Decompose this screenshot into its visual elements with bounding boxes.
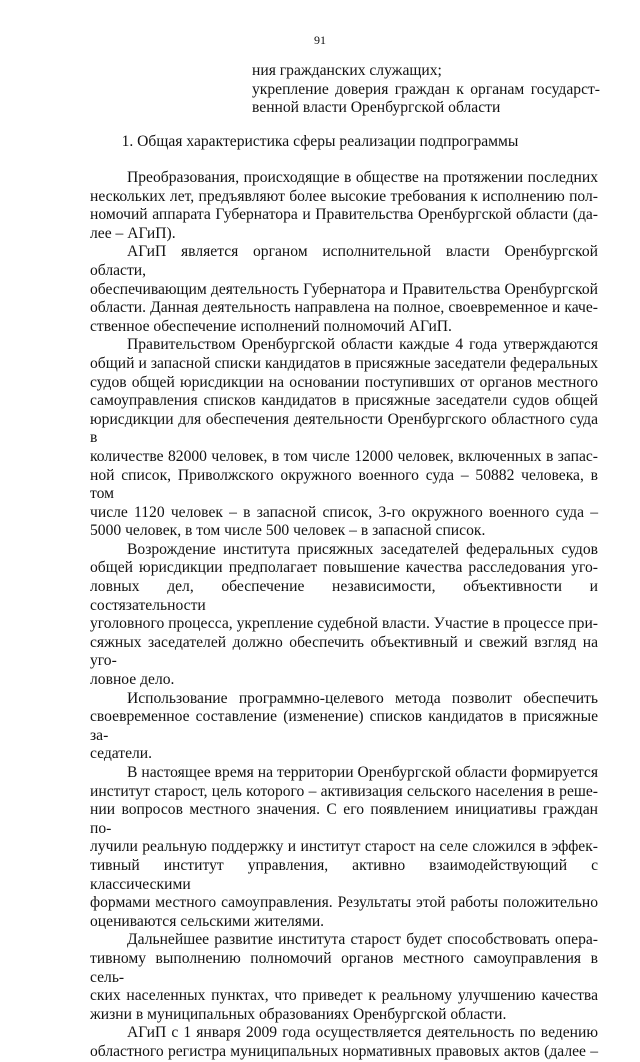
text-line: уголовного процесса, укрепление судебной власти. Участие в процессе при- <box>90 615 598 633</box>
text-line: жизни в муниципальных образованиях Оренбургской области. <box>90 1005 507 1023</box>
intro-continuation <box>252 62 600 118</box>
text-line: ловных дел, обеспечение независимости, объективности и состязательности <box>90 578 598 614</box>
text-line: В настоящее время на территории Оренбургской области формируется <box>127 764 598 781</box>
text-line: седатели. <box>90 745 153 763</box>
text-line: общий и запасной списки кандидатов в присяжные заседатели федеральных <box>90 354 598 372</box>
text-line: лучили реальную поддержку и институт старост на селе сложился в эффек- <box>90 838 598 856</box>
paragraph <box>90 690 598 764</box>
text-line: ских населенных пунктах, что приведет к реальному улучшению качества <box>90 987 598 1005</box>
text-line: сяжных заседателей должно обеспечить объективный и свежий взгляд на уго- <box>90 633 598 670</box>
text-line: ловное дело. <box>90 671 175 689</box>
text-line: области. Данная деятельность направлена на полное, своевременное и каче- <box>90 299 598 317</box>
paragraph <box>90 243 598 336</box>
text-line: обеспечивающим деятельность Губернатора и Правительства Оренбургской <box>90 280 598 298</box>
text-line: АГиП с 1 января 2009 года осуществляется деятельность по ведению <box>127 1024 598 1042</box>
text-line: 5000 человек, в том числе 500 человек – в запасной список. <box>90 522 486 540</box>
paragraph <box>90 764 598 931</box>
paragraph <box>90 931 598 1024</box>
text-line: тивному выполнению полномочий органов местного самоуправления в сель- <box>90 949 598 986</box>
paragraph <box>90 169 598 243</box>
paragraph <box>90 336 598 541</box>
page-number: 91 <box>314 33 326 47</box>
text-line: количестве 82000 человек, в том числе 12000 человек, включенных в запас- <box>90 447 598 465</box>
text-line: Возрождение института присяжных заседателей федеральных судов <box>127 540 598 558</box>
section-heading: 1. Общая характеристика сферы реализации подпрограммы <box>121 133 519 150</box>
paragraph <box>90 541 598 690</box>
text-line: числе 1120 человек – в запасной список, 3-го окружного военного суда – <box>90 503 598 521</box>
text-line: Правительством Оренбургской области каждые 4 года утверждаются <box>127 336 598 354</box>
intro-line: ния гражданских служащих; <box>252 62 442 79</box>
text-line: АГиП является органом исполнительной власти Оренбургской области, <box>90 243 598 279</box>
text-line: Дальнейшее развитие института старост будет способствовать опера- <box>127 931 598 949</box>
text-line: ной список, Приволжского окружного военного суда – 50882 человека, в том <box>90 466 598 503</box>
text-line: судов общей юрисдикции на основании поступивших от органов местного <box>90 373 598 391</box>
text-line: нескольких лет, предъявляют более высокие требования к исполнению пол- <box>90 187 598 205</box>
text-line: ственное обеспечение исполнений полномочий АГиП. <box>90 317 452 335</box>
text-line: номочий аппарата Губернатора и Правительства Оренбургской области (да- <box>90 206 598 224</box>
paragraph <box>90 1024 598 1061</box>
text-line: оцениваются сельскими жителями. <box>90 912 325 930</box>
text-line: юрисдикции для обеспечения деятельности Оренбургского областного суда в <box>90 410 598 447</box>
text-line: областного регистра муниципальных нормативных правовых актов (далее – <box>90 1042 598 1060</box>
text-line: тивный институт управления, активно взаимодействующий с классическими <box>90 856 598 893</box>
text-line: институт старост, цель которого – активизация сельского населения в реше- <box>90 782 598 800</box>
text-line: нии вопросов местного значения. С его появлением инициативы граждан по- <box>90 801 598 837</box>
text-line: формами местного самоуправления. Результаты этой работы положительно <box>90 894 598 912</box>
text-line: Преобразования, происходящие в обществе на протяжении последних <box>127 169 598 186</box>
text-line: самоуправления списков кандидатов в присяжные заседатели судов общей <box>90 392 598 410</box>
body-text <box>90 169 598 1062</box>
text-line: Использование программно-целевого метода позволит обеспечить <box>127 689 598 707</box>
text-line: своевременное составление (изменение) списков кандидатов в присяжные за- <box>90 708 598 744</box>
text-line: общей юрисдикции предполагает повышение качества расследования уго- <box>90 559 598 577</box>
text-line: лее – АГиП). <box>90 224 176 242</box>
intro-line: венной власти Оренбургской области <box>252 99 501 117</box>
intro-line: укрепление доверия граждан к органам государст- <box>252 80 600 98</box>
